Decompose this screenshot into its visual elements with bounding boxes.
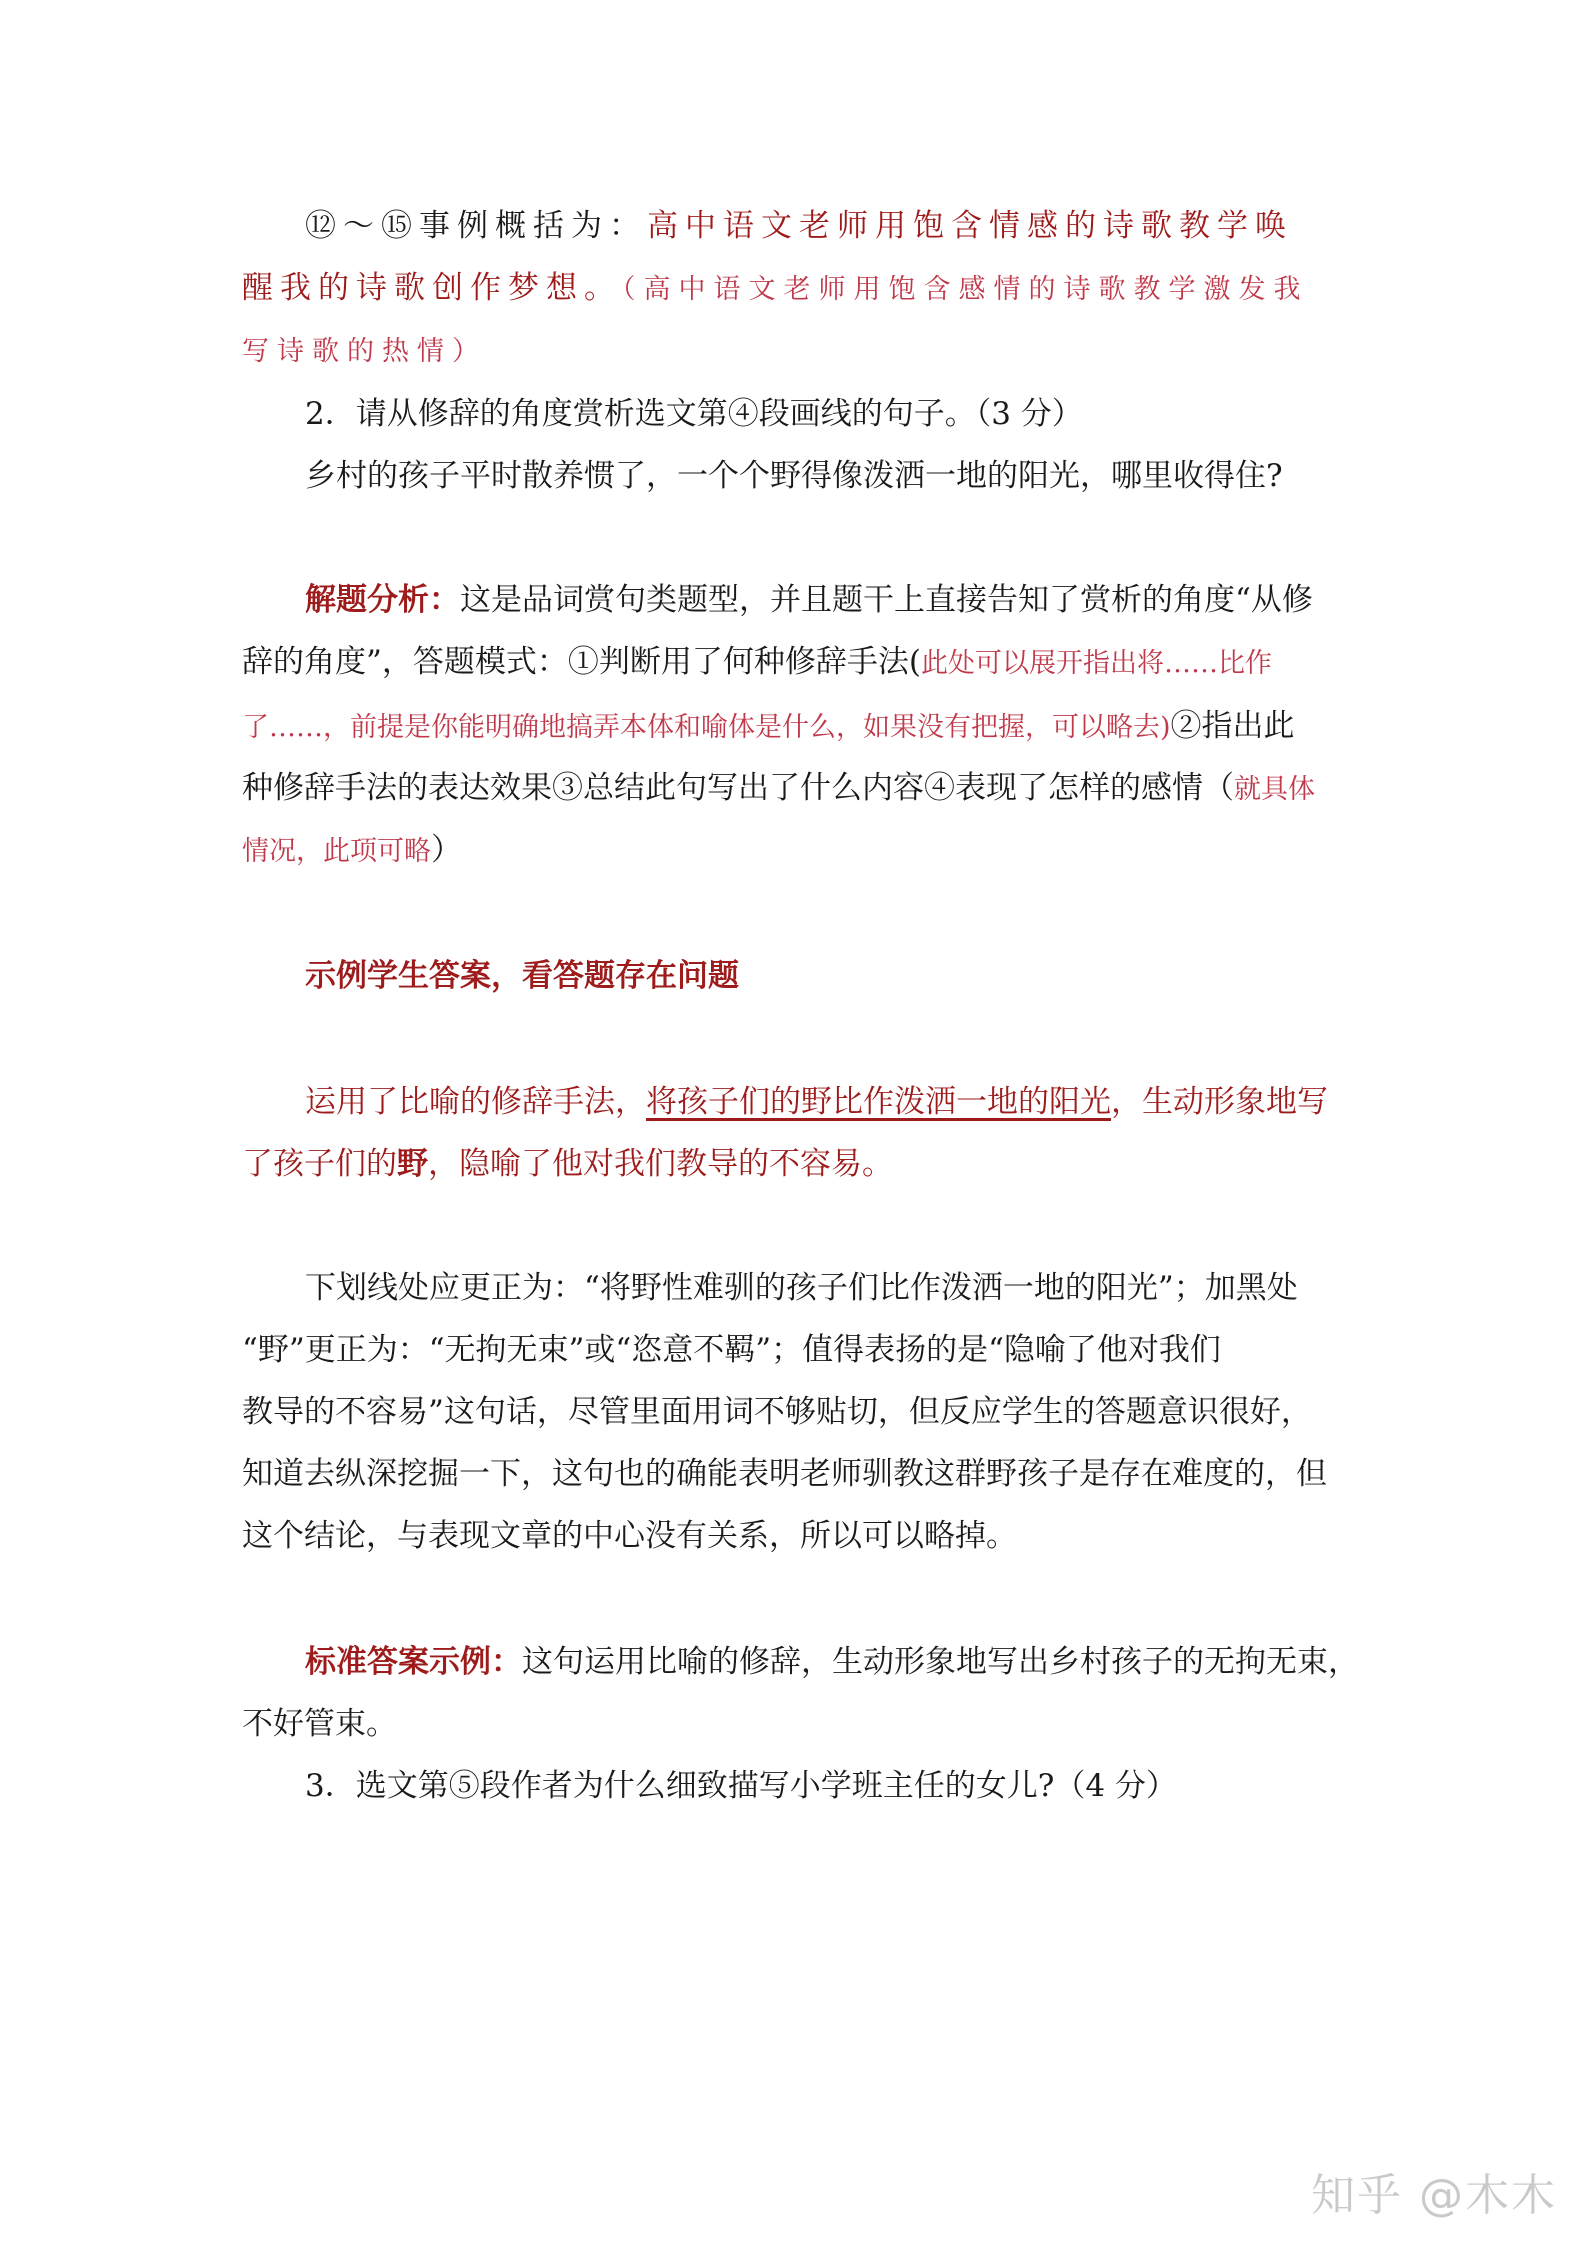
example-underlined: 将孩子们的野比作泼洒一地的阳光 xyxy=(646,1084,1111,1120)
example-text-1c: ，生动形象地写 xyxy=(1111,1084,1328,1120)
summary-line-3 xyxy=(242,332,1357,372)
analysis-text-2a: 辞的角度”，答题模式：①判断用了何种修辞手法( xyxy=(242,644,921,680)
analysis-line-4 xyxy=(242,768,1357,810)
analysis-text-4a: 种修辞手法的表达效果③总结此句写出了什么内容④表现了怎样的感情（ xyxy=(242,770,1234,806)
correction-line-5: 这个结论，与表现文章的中心没有关系，所以可以略掉。 xyxy=(242,1518,1017,1554)
summary-line-1 xyxy=(305,206,1420,246)
analysis-note-5a: 情况，此项可略 xyxy=(242,836,431,867)
example-line-1 xyxy=(305,1082,1420,1122)
analysis-line-2 xyxy=(242,642,1357,684)
summary-answer-2: 醒我的诗歌创作梦想。 xyxy=(242,270,622,306)
correction-line-1: 下划线处应更正为：“将野性难驯的孩子们比作泼洒一地的阳光”；加黑处 xyxy=(305,1270,1298,1306)
summary-answer-1: 高中语文老师用饱含情感的诗歌教学唤 xyxy=(647,208,1293,244)
analysis-label: 解题分析： xyxy=(305,582,460,618)
correction-line-2: “野”更正为：“无拘无束”或“恣意不羁”；值得表扬的是“隐喻了他对我们 xyxy=(242,1332,1221,1368)
standard-label: 标准答案示例： xyxy=(305,1644,522,1680)
question-2-quote: 乡村的孩子平时散养惯了，一个个野得像泼洒一地的阳光，哪里收得住? xyxy=(305,458,1283,494)
correction-line-3: 教导的不容易”这句话，尽管里面用词不够贴切，但反应学生的答题意识很好， xyxy=(242,1394,1312,1430)
example-bold-word: 野 xyxy=(397,1146,428,1182)
example-heading: 示例学生答案，看答题存在问题 xyxy=(305,958,739,994)
example-text-2c: ，隐喻了他对我们教导的不容易。 xyxy=(428,1146,893,1182)
example-text-2a: 了孩子们的 xyxy=(242,1146,397,1182)
standard-text-1: 这句运用比喻的修辞，生动形象地写出乡村孩子的无拘无束， xyxy=(522,1644,1359,1680)
analysis-note-2b: 此处可以展开指出将……比作 xyxy=(920,648,1272,679)
standard-line-1 xyxy=(305,1642,1420,1682)
analysis-line-3 xyxy=(242,706,1357,748)
standard-line-2: 不好管束。 xyxy=(242,1706,397,1742)
analysis-line-1 xyxy=(305,580,1420,620)
analysis-text-1: 这是品词赏句类题型，并且题干上直接告知了赏析的角度“从修 xyxy=(460,582,1313,618)
analysis-note-3a: 了……，前提是你能明确地搞弄本体和喻体是什么，如果没有把握，可以略去) xyxy=(242,712,1171,743)
analysis-line-5 xyxy=(242,830,1357,872)
zhihu-watermark: 知乎 @木木 xyxy=(1311,2170,1557,2221)
analysis-note-4b: 就具体 xyxy=(1234,774,1315,805)
question-2-title: 2．请从修辞的角度赏析选文第④段画线的句子。（3 分） xyxy=(305,396,1083,432)
example-line-2 xyxy=(242,1144,1357,1184)
analysis-text-5b: ） xyxy=(431,832,462,868)
summary-prefix: ⑫～⑮事例概括为： xyxy=(305,208,647,244)
summary-alt-2: 写诗歌的热情） xyxy=(242,336,487,367)
summary-line-2 xyxy=(242,268,1357,310)
correction-line-4: 知道去纵深挖掘一下，这句也的确能表明老师驯教这群野孩子是存在难度的，但 xyxy=(242,1456,1327,1492)
analysis-text-3b: ②指出此 xyxy=(1170,708,1295,744)
question-3-title: 3．选文第⑤段作者为什么细致描写小学班主任的女儿?（4 分） xyxy=(305,1768,1177,1804)
summary-alt-1: （高中语文老师用饱含感情的诗歌教学激发我 xyxy=(622,274,1309,305)
example-text-1a: 运用了比喻的修辞手法， xyxy=(305,1084,646,1120)
